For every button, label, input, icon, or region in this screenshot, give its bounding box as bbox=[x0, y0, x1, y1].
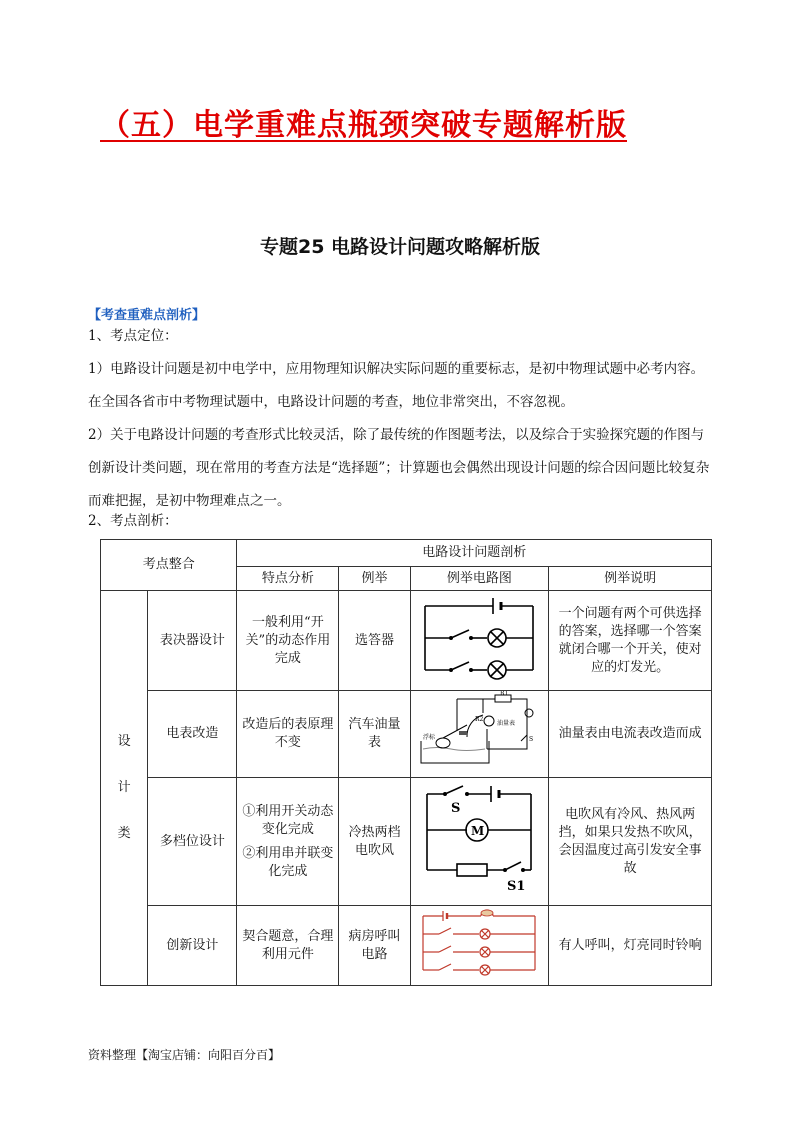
feature-line: ①利用开关动态变化完成 bbox=[242, 803, 334, 837]
row-feature: 改造后的表原理不变 bbox=[237, 691, 339, 778]
label-switch: S bbox=[529, 736, 534, 743]
label-motor: M bbox=[471, 823, 485, 838]
two-switch-lamp-circuit bbox=[410, 591, 549, 691]
label-r2: R2 bbox=[475, 716, 484, 723]
circuit-diagram-fuel-gauge bbox=[417, 691, 541, 771]
category-char: 类 bbox=[117, 826, 131, 841]
paragraph-importance: 1）电路设计问题是初中电学中，应用物理知识解决实际问题的重要标志，是初中物理试题中必考内容。在全国各省市中考物理试题中，电路设计问题的考查，地位非常突出，不容忽视。 bbox=[88, 361, 705, 410]
row-example: 病房呼叫电路 bbox=[339, 906, 410, 986]
circuit-diagram-hair-dryer bbox=[417, 780, 541, 898]
header-topic: 考点整合 bbox=[101, 540, 237, 591]
row-note: 油量表由电流表改造而成 bbox=[549, 691, 712, 778]
row-note: 有人呼叫，灯亮同时铃响 bbox=[549, 906, 712, 986]
label-s1: S1 bbox=[507, 878, 526, 894]
label-r1: R1 bbox=[500, 691, 509, 697]
banner-title: （五）电学重难点瓶颈突破专题解析版 bbox=[100, 108, 627, 143]
paragraph-exam-format: 2）关于电路设计问题的考查形式比较灵活，除了最传统的作图题考法，以及综合于实验探究题的作图与创新设计类问题，现在常用的考查方法是“选择题”；计算题也会偶然出现设计问题的综合因问题比较复杂而难把握，是初中物理难点之一。 bbox=[88, 427, 710, 509]
circuit-diagram-ward-call bbox=[417, 908, 541, 978]
row-feature: 契合题意，合理利用元件 bbox=[237, 906, 339, 986]
row-note: 电吹风有冷风、热风两挡，如果只发热不吹风，会因温度过高引发安全事故 bbox=[549, 778, 712, 906]
category-cell bbox=[101, 591, 148, 986]
category-char: 设 bbox=[117, 734, 131, 749]
header-group: 电路设计问题剖析 bbox=[237, 540, 712, 567]
row-feature: 一般利用“开关”的动态作用完成 bbox=[237, 591, 339, 691]
footer-source: 资料整理【淘宝店铺：向阳百分百】 bbox=[88, 1048, 281, 1062]
row-example: 选答器 bbox=[339, 591, 410, 691]
analysis-table bbox=[100, 539, 712, 986]
header-diagram: 例举电路图 bbox=[410, 567, 549, 591]
row-feature-multi bbox=[237, 778, 339, 906]
header-feature: 特点分析 bbox=[237, 567, 339, 591]
ward-call-circuit bbox=[410, 906, 549, 986]
section-heading: 【考查重难点剖析】 bbox=[88, 308, 206, 323]
row-name: 多档位设计 bbox=[148, 778, 237, 906]
header-example: 例举 bbox=[339, 567, 410, 591]
circuit-diagram-voting bbox=[417, 592, 541, 684]
label-s: S bbox=[451, 800, 461, 816]
row-name: 创新设计 bbox=[148, 906, 237, 986]
row-note: 一个问题有两个可供选择的答案，选择哪一个答案就闭合哪一个开关，使对应的灯发光。 bbox=[549, 591, 712, 691]
category-char: 计 bbox=[117, 780, 131, 795]
hair-dryer-circuit bbox=[410, 778, 549, 906]
row-name: 表决器设计 bbox=[148, 591, 237, 691]
row-name: 电表改造 bbox=[148, 691, 237, 778]
header-note: 例举说明 bbox=[549, 567, 712, 591]
row-example: 汽车油量表 bbox=[339, 691, 410, 778]
fuel-gauge-circuit bbox=[410, 691, 549, 778]
paragraph-locating: 1、考点定位： bbox=[88, 328, 178, 344]
feature-line: ②利用串并联变化完成 bbox=[242, 845, 334, 879]
row-example: 冷热两档电吹风 bbox=[339, 778, 410, 906]
paragraph-analysis: 2、考点剖析： bbox=[88, 513, 178, 529]
label-float: 浮标 bbox=[423, 734, 436, 741]
label-gauge: 油量表 bbox=[497, 720, 516, 727]
document-title: 专题25 电路设计问题攻略解析版 bbox=[259, 236, 541, 258]
